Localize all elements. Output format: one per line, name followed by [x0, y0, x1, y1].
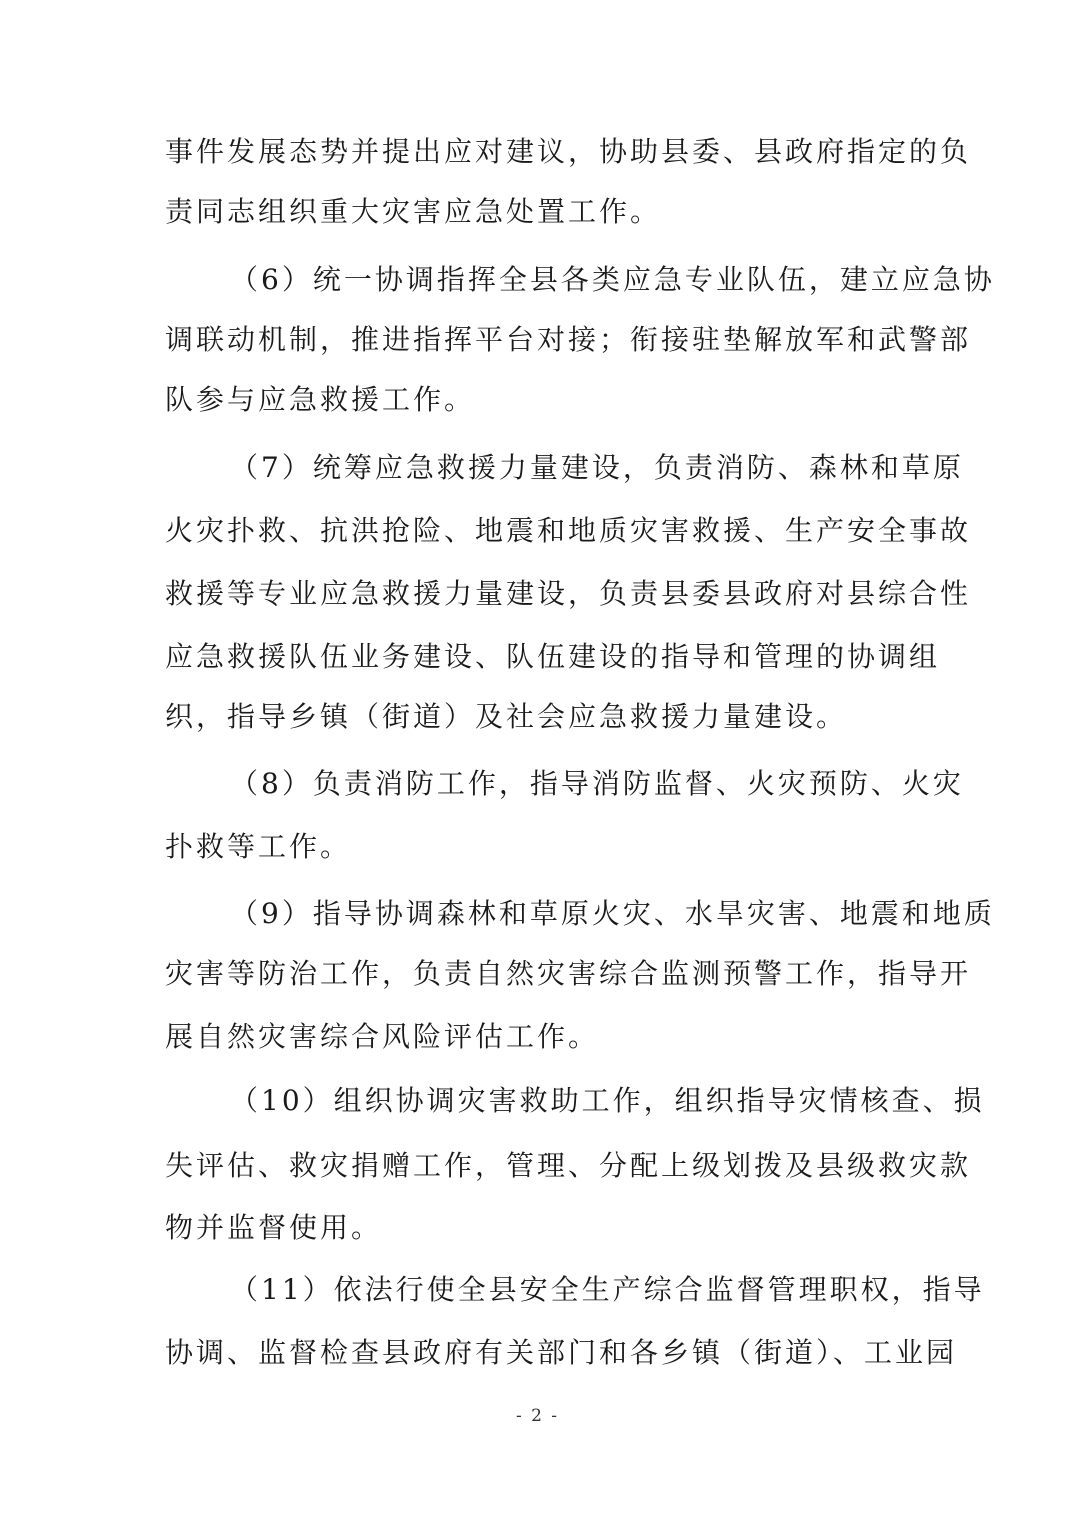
text-line: 协调、监督检查县政府有关部门和各乡镇（街道）、工业园: [165, 1336, 958, 1369]
paragraph-7-start: （7）统筹应急救援力量建设，负责消防、森林和草原: [230, 451, 964, 484]
text-line: 责同志组织重大灾害应急处置工作。: [165, 195, 662, 228]
text-line: 事件发展态势并提出应对建议，协助县委、县政府指定的负: [165, 135, 972, 168]
text-line: 物并监督使用。: [165, 1211, 383, 1244]
text-line: 救援等专业应急救援力量建设，负责县委县政府对县综合性: [165, 577, 972, 610]
text-line: 展自然灾害综合风险评估工作。: [165, 1020, 600, 1053]
text-line: 火灾扑救、抗洪抢险、地震和地质灾害救援、生产安全事故: [165, 514, 972, 547]
text-line: 调联动机制，推进指挥平台对接；衔接驻垫解放军和武警部: [165, 323, 972, 356]
text-line: 扑救等工作。: [165, 830, 352, 863]
paragraph-10-start: （10）组织协调灾害救助工作，组织指导灾情核查、损: [230, 1084, 985, 1117]
page-number: - 2 -: [515, 1406, 560, 1426]
text-line: 织，指导乡镇（街道）及社会应急救援力量建设。: [165, 700, 848, 733]
text-line: 队参与应急救援工作。: [165, 383, 476, 416]
paragraph-11-start: （11）依法行使全县安全生产综合监督管理职权，指导: [230, 1273, 985, 1306]
paragraph-9-start: （9）指导协调森林和草原火灾、水旱灾害、地震和地质: [230, 897, 995, 930]
text-line: 应急救援队伍业务建设、队伍建设的指导和管理的协调组: [165, 640, 941, 673]
text-line: 失评估、救灾捐赠工作，管理、分配上级划拨及县级救灾款: [165, 1149, 972, 1182]
paragraph-8-start: （8）负责消防工作，指导消防监督、火灾预防、火灾: [230, 767, 964, 800]
paragraph-6-start: （6）统一协调指挥全县各类应急专业队伍，建立应急协: [230, 263, 995, 296]
text-line: 灾害等防治工作，负责自然灾害综合监测预警工作，指导开: [165, 957, 972, 990]
